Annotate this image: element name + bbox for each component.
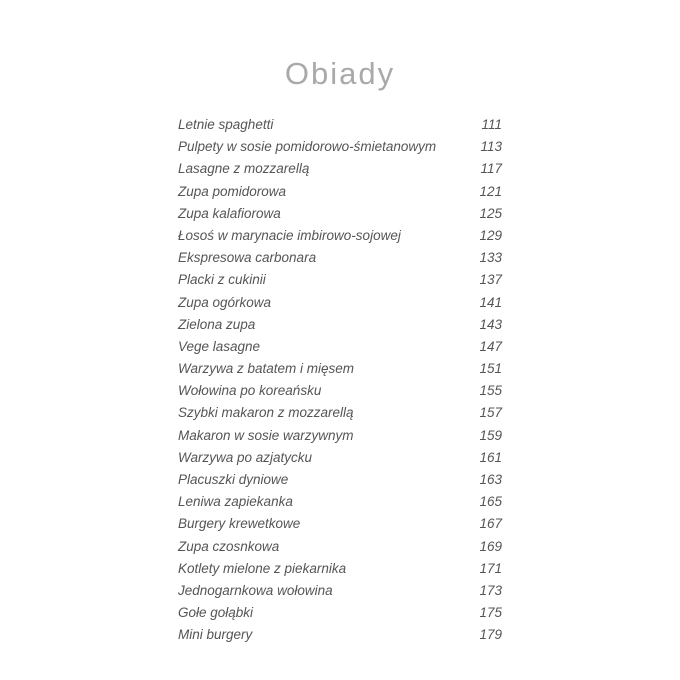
toc-entry-title: Lasagne z mozzarellą xyxy=(178,161,310,177)
toc-entry xyxy=(178,380,502,402)
toc-entry-page: 157 xyxy=(479,405,502,421)
toc-entry xyxy=(178,114,502,136)
toc-entry xyxy=(178,513,502,535)
toc-entry-title: Zupa kalafiorowa xyxy=(178,205,281,221)
toc-entry-page: 173 xyxy=(479,582,502,598)
toc-entry-title: Pulpety w sosie pomidorowo-śmietanowym xyxy=(178,139,437,155)
toc-entry-title: Leniwa zapiekanka xyxy=(178,494,293,510)
toc-entry xyxy=(178,314,502,336)
toc-entry-title: Jednogarnkowa wołowina xyxy=(178,582,333,598)
toc-entry-page: 161 xyxy=(479,449,502,465)
toc-entry-page: 159 xyxy=(479,427,502,443)
toc-entry-page: 175 xyxy=(479,605,502,621)
toc-entry-title: Zupa ogórkowa xyxy=(178,294,272,310)
toc-entry xyxy=(178,336,502,358)
toc-entry-title: Zupa pomidorowa xyxy=(178,183,287,199)
toc-entry-page: 137 xyxy=(479,272,502,288)
toc-entry-title: Gołe gołąbki xyxy=(178,605,254,621)
toc-entry xyxy=(178,269,502,291)
toc-entry-title: Szybki makaron z mozzarellą xyxy=(178,405,354,421)
toc-entry xyxy=(178,203,502,225)
toc-entry xyxy=(178,602,502,624)
toc-entry-title: Vege lasagne xyxy=(178,338,261,354)
toc-entry-page: 163 xyxy=(479,472,502,487)
toc-entry-title: Warzywa po azjatycku xyxy=(178,449,313,465)
toc-entry xyxy=(178,136,502,158)
toc-entry-title: Makaron w sosie warzywnym xyxy=(178,427,354,443)
toc-entry-title: Warzywa z batatem i mięsem xyxy=(178,361,355,377)
toc-entry-page: 165 xyxy=(479,494,502,510)
toc-entry xyxy=(178,425,502,447)
toc-entry xyxy=(178,358,502,380)
toc-entry-title: Burgery krewetkowe xyxy=(178,516,301,532)
toc-entry-page: 117 xyxy=(480,161,502,177)
toc-entry xyxy=(178,247,502,269)
toc-entry xyxy=(178,225,502,247)
toc-entry-title: Kotlety mielone z piekarnika xyxy=(178,560,347,576)
toc-entry-page: 129 xyxy=(479,227,502,243)
toc-entry xyxy=(178,580,502,602)
toc-entry-page: 155 xyxy=(479,383,502,399)
toc-entry-title: Mini burgery xyxy=(178,627,253,643)
toc-entry-title: Łosoś w marynacie imbirowo-sojowej xyxy=(178,227,401,243)
toc-entry-page: 169 xyxy=(479,538,502,554)
toc-entry xyxy=(178,558,502,580)
toc-entry xyxy=(178,491,502,513)
toc-entry xyxy=(178,181,502,203)
toc-entry xyxy=(178,402,502,424)
toc-entry-title: Zielona zupa xyxy=(178,316,256,332)
toc-entry-title: Letnie spaghetti xyxy=(178,117,274,132)
page-title: Obiady xyxy=(284,56,396,91)
toc-entry-title: Placuszki dyniowe xyxy=(178,472,289,487)
toc-list xyxy=(178,114,502,647)
toc-entry-page: 167 xyxy=(479,516,502,532)
toc-entry-page: 133 xyxy=(479,250,502,266)
toc-entry-page: 125 xyxy=(479,205,502,221)
toc-entry xyxy=(178,536,502,558)
toc-entry xyxy=(178,158,502,180)
toc-entry xyxy=(178,447,502,469)
toc-entry-page: 141 xyxy=(479,294,502,310)
toc-entry-page: 151 xyxy=(479,361,502,377)
toc-entry-title: Placki z cukinii xyxy=(178,272,266,288)
toc-entry-title: Zupa czosnkowa xyxy=(178,538,280,554)
toc-entry xyxy=(178,292,502,314)
toc-entry xyxy=(178,624,502,646)
toc-entry-page: 171 xyxy=(479,560,502,576)
toc-entry-title: Wołowina po koreańsku xyxy=(178,383,322,399)
toc-entry-page: 111 xyxy=(481,117,502,132)
toc-entry-title: Ekspresowa carbonara xyxy=(178,250,317,266)
toc-entry-page: 113 xyxy=(480,139,502,155)
toc-entry-page: 179 xyxy=(479,627,502,643)
toc-entry-page: 147 xyxy=(479,338,502,354)
toc-entry-page: 121 xyxy=(479,183,502,199)
toc-entry xyxy=(178,469,502,491)
toc-entry-page: 143 xyxy=(479,316,502,332)
